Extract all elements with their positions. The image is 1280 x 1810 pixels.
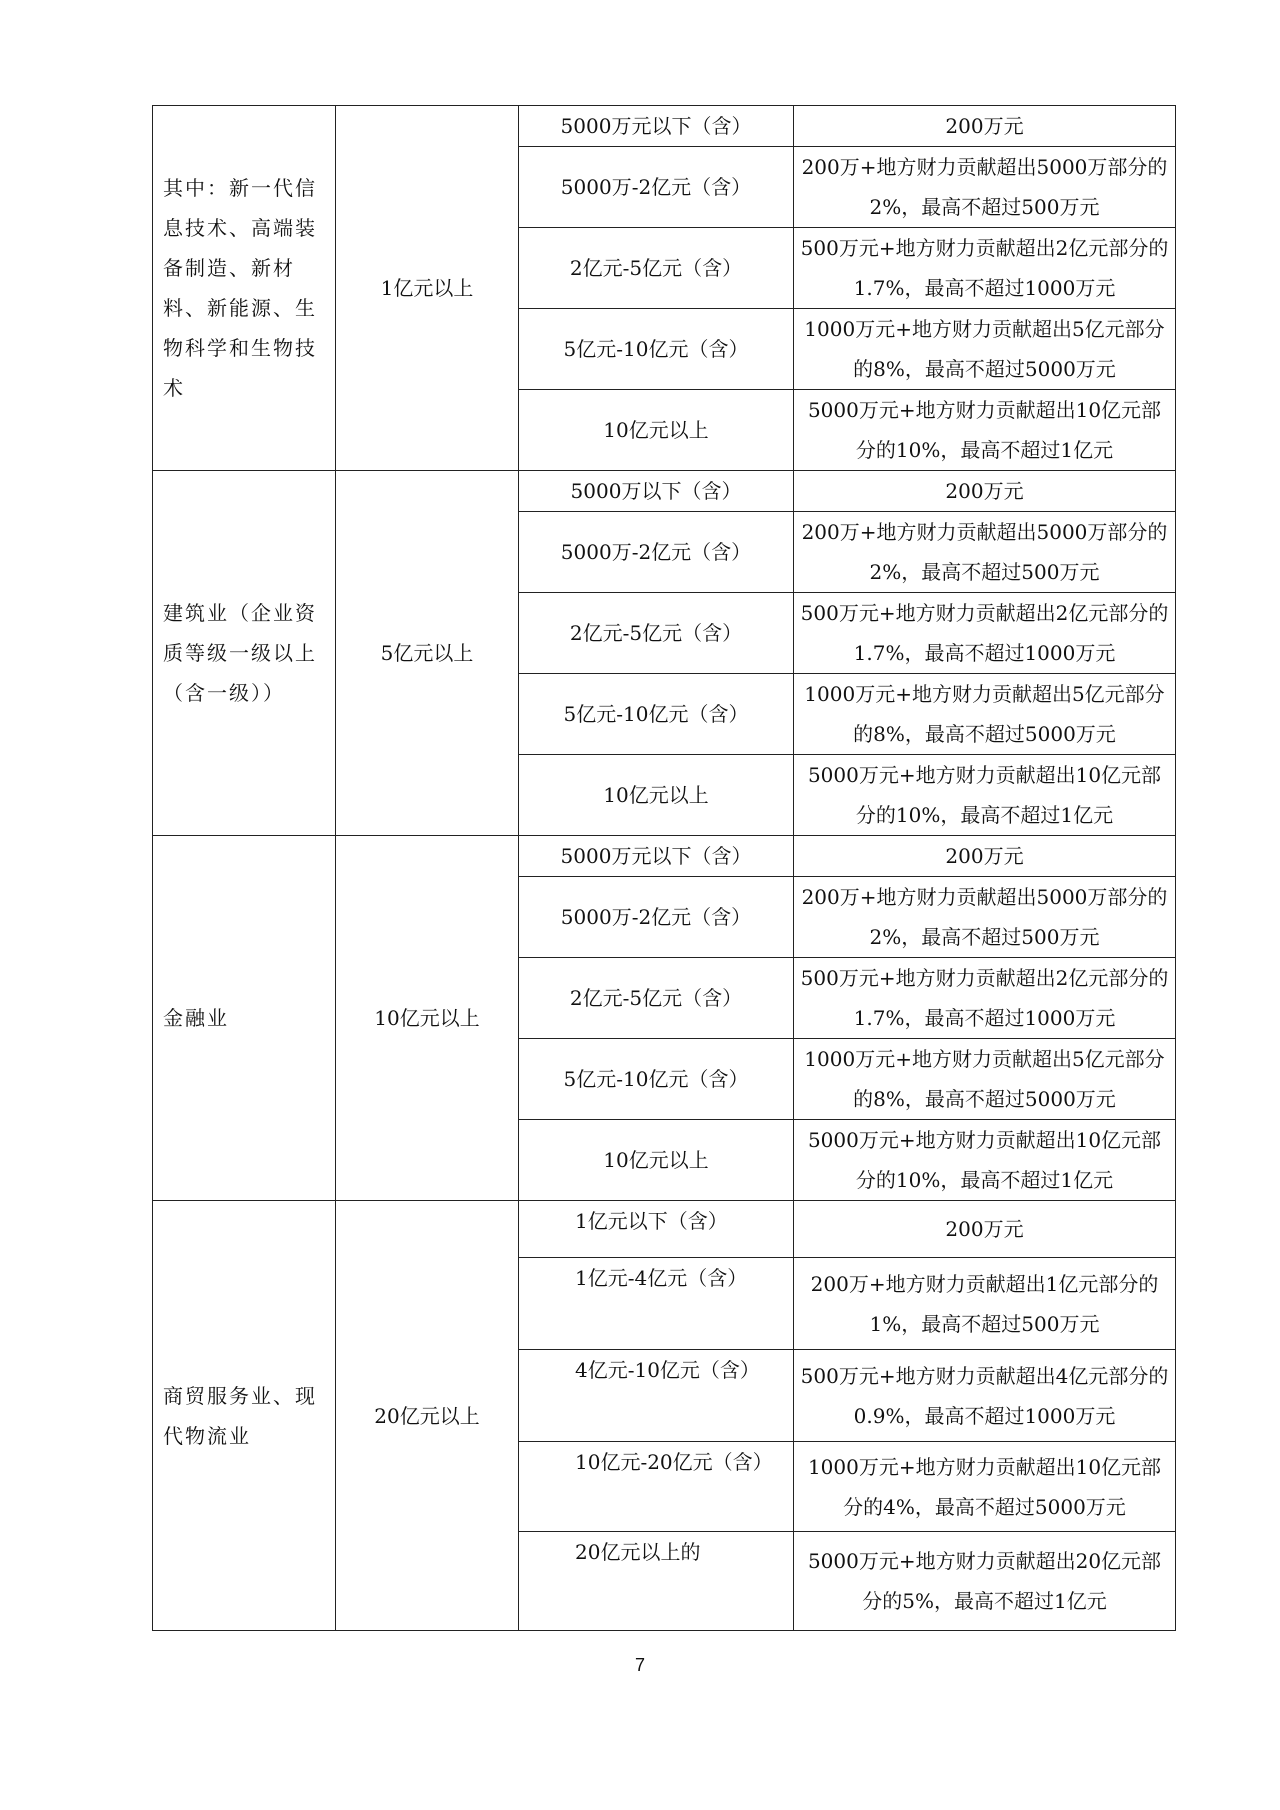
industry-cell: 建筑业（企业资质等级一级以上（含一级）） xyxy=(153,471,336,836)
reward-cell: 5000万元+地方财力贡献超出10亿元部分的10%，最高不超过1亿元 xyxy=(794,1120,1176,1201)
reward-cell: 1000万元+地方财力贡献超出5亿元部分的8%，最高不超过5000万元 xyxy=(794,309,1176,390)
threshold-cell: 20亿元以上 xyxy=(336,1201,519,1631)
reward-cell: 200万元 xyxy=(794,106,1176,147)
range-cell: 5000万元以下（含） xyxy=(519,106,794,147)
range-cell: 10亿元以上 xyxy=(519,755,794,836)
range-cell: 10亿元以上 xyxy=(519,390,794,471)
industry-cell: 金融业 xyxy=(153,836,336,1201)
reward-cell: 500万元+地方财力贡献超出2亿元部分的1.7%，最高不超过1000万元 xyxy=(794,593,1176,674)
reward-cell: 500万元+地方财力贡献超出2亿元部分的1.7%，最高不超过1000万元 xyxy=(794,228,1176,309)
industry-group xyxy=(153,106,1176,471)
industry-cell: 其中：新一代信息技术、高端装备制造、新材料、新能源、生物科学和生物技术 xyxy=(153,106,336,471)
range-cell: 2亿元-5亿元（含） xyxy=(519,593,794,674)
reward-cell: 200万+地方财力贡献超出1亿元部分的1%，最高不超过500万元 xyxy=(794,1258,1176,1350)
reward-cell: 5000万元+地方财力贡献超出10亿元部分的10%，最高不超过1亿元 xyxy=(794,755,1176,836)
range-cell: 5000万-2亿元（含） xyxy=(519,147,794,228)
threshold-cell: 1亿元以上 xyxy=(336,106,519,471)
threshold-cell: 10亿元以上 xyxy=(336,836,519,1201)
reward-cell: 200万+地方财力贡献超出5000万部分的2%，最高不超过500万元 xyxy=(794,512,1176,593)
range-cell: 5000万元以下（含） xyxy=(519,836,794,877)
reward-cell: 200万+地方财力贡献超出5000万部分的2%，最高不超过500万元 xyxy=(794,877,1176,958)
reward-cell: 200万+地方财力贡献超出5000万部分的2%，最高不超过500万元 xyxy=(794,147,1176,228)
threshold-cell: 5亿元以上 xyxy=(336,471,519,836)
industry-group xyxy=(153,836,1176,1201)
reward-policy-table xyxy=(152,105,1176,1631)
reward-cell: 200万元 xyxy=(794,836,1176,877)
industry-group xyxy=(153,471,1176,836)
range-cell: 5000万-2亿元（含） xyxy=(519,512,794,593)
range-cell: 2亿元-5亿元（含） xyxy=(519,958,794,1039)
page-number: 7 xyxy=(634,1655,645,1675)
table-row xyxy=(153,106,1176,147)
reward-cell: 1000万元+地方财力贡献超出10亿元部分的4%，最高不超过5000万元 xyxy=(794,1442,1176,1532)
table-row xyxy=(153,471,1176,512)
range-cell: 20亿元以上的 xyxy=(519,1532,794,1631)
range-cell: 5亿元-10亿元（含） xyxy=(519,674,794,755)
table-row xyxy=(153,1201,1176,1258)
reward-cell: 500万元+地方财力贡献超出2亿元部分的1.7%，最高不超过1000万元 xyxy=(794,958,1176,1039)
range-cell: 5000万以下（含） xyxy=(519,471,794,512)
range-cell: 10亿元-20亿元（含） xyxy=(519,1442,794,1532)
industry-cell: 商贸服务业、现代物流业 xyxy=(153,1201,336,1631)
range-cell: 1亿元-4亿元（含） xyxy=(519,1258,794,1350)
reward-cell: 5000万元+地方财力贡献超出20亿元部分的5%，最高不超过1亿元 xyxy=(794,1532,1176,1631)
reward-cell: 1000万元+地方财力贡献超出5亿元部分的8%，最高不超过5000万元 xyxy=(794,674,1176,755)
reward-cell: 500万元+地方财力贡献超出4亿元部分的0.9%，最高不超过1000万元 xyxy=(794,1350,1176,1442)
reward-cell: 200万元 xyxy=(794,471,1176,512)
range-cell: 5000万-2亿元（含） xyxy=(519,877,794,958)
range-cell: 4亿元-10亿元（含） xyxy=(519,1350,794,1442)
table-row xyxy=(153,836,1176,877)
reward-cell: 200万元 xyxy=(794,1201,1176,1258)
reward-cell: 1000万元+地方财力贡献超出5亿元部分的8%，最高不超过5000万元 xyxy=(794,1039,1176,1120)
range-cell: 5亿元-10亿元（含） xyxy=(519,1039,794,1120)
range-cell: 2亿元-5亿元（含） xyxy=(519,228,794,309)
range-cell: 10亿元以上 xyxy=(519,1120,794,1201)
range-cell: 5亿元-10亿元（含） xyxy=(519,309,794,390)
range-cell: 1亿元以下（含） xyxy=(519,1201,794,1258)
reward-cell: 5000万元+地方财力贡献超出10亿元部分的10%，最高不超过1亿元 xyxy=(794,390,1176,471)
industry-group xyxy=(153,1201,1176,1631)
